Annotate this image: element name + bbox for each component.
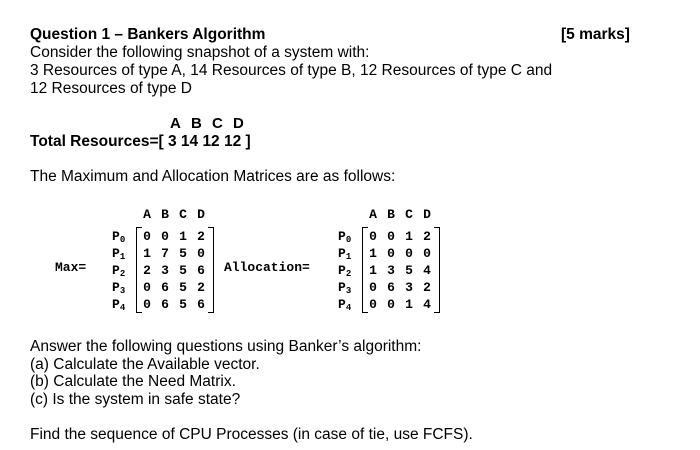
question-final: Find the sequence of CPU Processes (in case of tie, use FCFS). xyxy=(30,426,473,443)
total-resources-label: Total Resources=[ 3 14 12 12 ] xyxy=(30,133,251,150)
total-resources-headers xyxy=(170,115,254,132)
allocation-process-name: P xyxy=(338,280,346,295)
max-cell: 7 xyxy=(161,246,169,261)
max-label: Max= xyxy=(55,260,87,275)
total-header-b: B xyxy=(191,115,202,132)
question-b: (b) Calculate the Need Matrix. xyxy=(30,373,236,390)
allocation-process-index: 2 xyxy=(345,269,352,279)
max-cell: 5 xyxy=(179,263,187,278)
allocation-cell: 1 xyxy=(405,229,413,244)
allocation-process-index: 3 xyxy=(345,286,352,296)
max-process-index: 0 xyxy=(119,235,126,245)
max-process-name: P xyxy=(112,297,120,312)
allocation-label: Allocation= xyxy=(224,260,310,275)
max-process-name: P xyxy=(112,246,120,261)
question-marks: [5 marks] xyxy=(561,26,630,43)
max-header-c: C xyxy=(179,207,187,222)
allocation-cell: 6 xyxy=(387,280,395,295)
max-cell: 0 xyxy=(197,246,205,261)
allocation-header-a: A xyxy=(369,207,377,222)
questions-intro: Answer the following questions using Banker’s algorithm: xyxy=(30,338,422,355)
intro-line-2: 3 Resources of type A, 14 Resources of type B, 12 Resources of type C and xyxy=(30,62,553,79)
allocation-header-d: D xyxy=(423,207,431,222)
matrices-intro: The Maximum and Allocation Matrices are as follows: xyxy=(30,168,396,185)
allocation-process-name: P xyxy=(338,229,346,244)
max-cell: 2 xyxy=(143,263,151,278)
max-cell: 6 xyxy=(197,263,205,278)
max-process-label xyxy=(112,296,138,317)
allocation-cell: 0 xyxy=(369,229,377,244)
max-process-name: P xyxy=(112,229,120,244)
allocation-header-b: B xyxy=(387,207,395,222)
max-cell: 5 xyxy=(179,246,187,261)
allocation-cell: 1 xyxy=(369,246,377,261)
allocation-cell: 0 xyxy=(387,246,395,261)
total-header-d: D xyxy=(233,115,244,132)
allocation-cell: 3 xyxy=(405,280,413,295)
allocation-header-c: C xyxy=(405,207,413,222)
allocation-cell: 1 xyxy=(369,263,377,278)
max-cell: 6 xyxy=(197,297,205,312)
max-process-index: 2 xyxy=(119,269,126,279)
question-title: Question 1 – Bankers Algorithm xyxy=(30,26,266,43)
total-header-a: A xyxy=(170,115,181,132)
allocation-cell: 4 xyxy=(423,263,431,278)
max-matrix xyxy=(112,206,222,314)
max-cell: 0 xyxy=(143,229,151,244)
allocation-process-name: P xyxy=(338,263,346,278)
max-header-a: A xyxy=(143,207,151,222)
allocation-process-index: 0 xyxy=(345,235,352,245)
max-process-index: 3 xyxy=(119,286,126,296)
allocation-process-name: P xyxy=(338,246,346,261)
max-process-index: 1 xyxy=(119,252,126,262)
allocation-cell: 3 xyxy=(387,263,395,278)
max-header-b: B xyxy=(161,207,169,222)
allocation-process-name: P xyxy=(338,297,346,312)
max-cell: 5 xyxy=(179,280,187,295)
allocation-cell: 1 xyxy=(405,297,413,312)
max-cell: 2 xyxy=(197,280,205,295)
allocation-cell: 0 xyxy=(369,280,377,295)
question-c: (c) Is the system in safe state? xyxy=(30,391,241,408)
allocation-cell: 2 xyxy=(423,229,431,244)
max-cell: 0 xyxy=(143,297,151,312)
allocation-cell: 0 xyxy=(405,246,413,261)
total-header-c: C xyxy=(212,115,223,132)
max-cell: 6 xyxy=(161,280,169,295)
max-cell: 6 xyxy=(161,297,169,312)
max-cell: 1 xyxy=(143,246,151,261)
allocation-cell: 4 xyxy=(423,297,431,312)
intro-line-3: 12 Resources of type D xyxy=(30,80,192,97)
allocation-cell: 5 xyxy=(405,263,413,278)
max-process-index: 4 xyxy=(119,303,126,313)
allocation-process-index: 4 xyxy=(345,303,352,313)
allocation-process-label xyxy=(338,296,364,317)
intro-line-1: Consider the following snapshot of a system with: xyxy=(30,44,370,61)
allocation-cell: 0 xyxy=(387,297,395,312)
max-cell: 0 xyxy=(143,280,151,295)
allocation-cell: 2 xyxy=(423,280,431,295)
max-cell: 3 xyxy=(161,263,169,278)
max-process-name: P xyxy=(112,280,120,295)
max-cell: 5 xyxy=(179,297,187,312)
allocation-process-index: 1 xyxy=(345,252,352,262)
question-a: (a) Calculate the Available vector. xyxy=(30,356,260,373)
max-cell: 1 xyxy=(179,229,187,244)
max-header-d: D xyxy=(197,207,205,222)
max-process-name: P xyxy=(112,263,120,278)
max-cell: 0 xyxy=(161,229,169,244)
allocation-cell: 0 xyxy=(387,229,395,244)
max-cell: 2 xyxy=(197,229,205,244)
allocation-matrix xyxy=(338,206,448,314)
allocation-cell: 0 xyxy=(423,246,431,261)
allocation-cell: 0 xyxy=(369,297,377,312)
